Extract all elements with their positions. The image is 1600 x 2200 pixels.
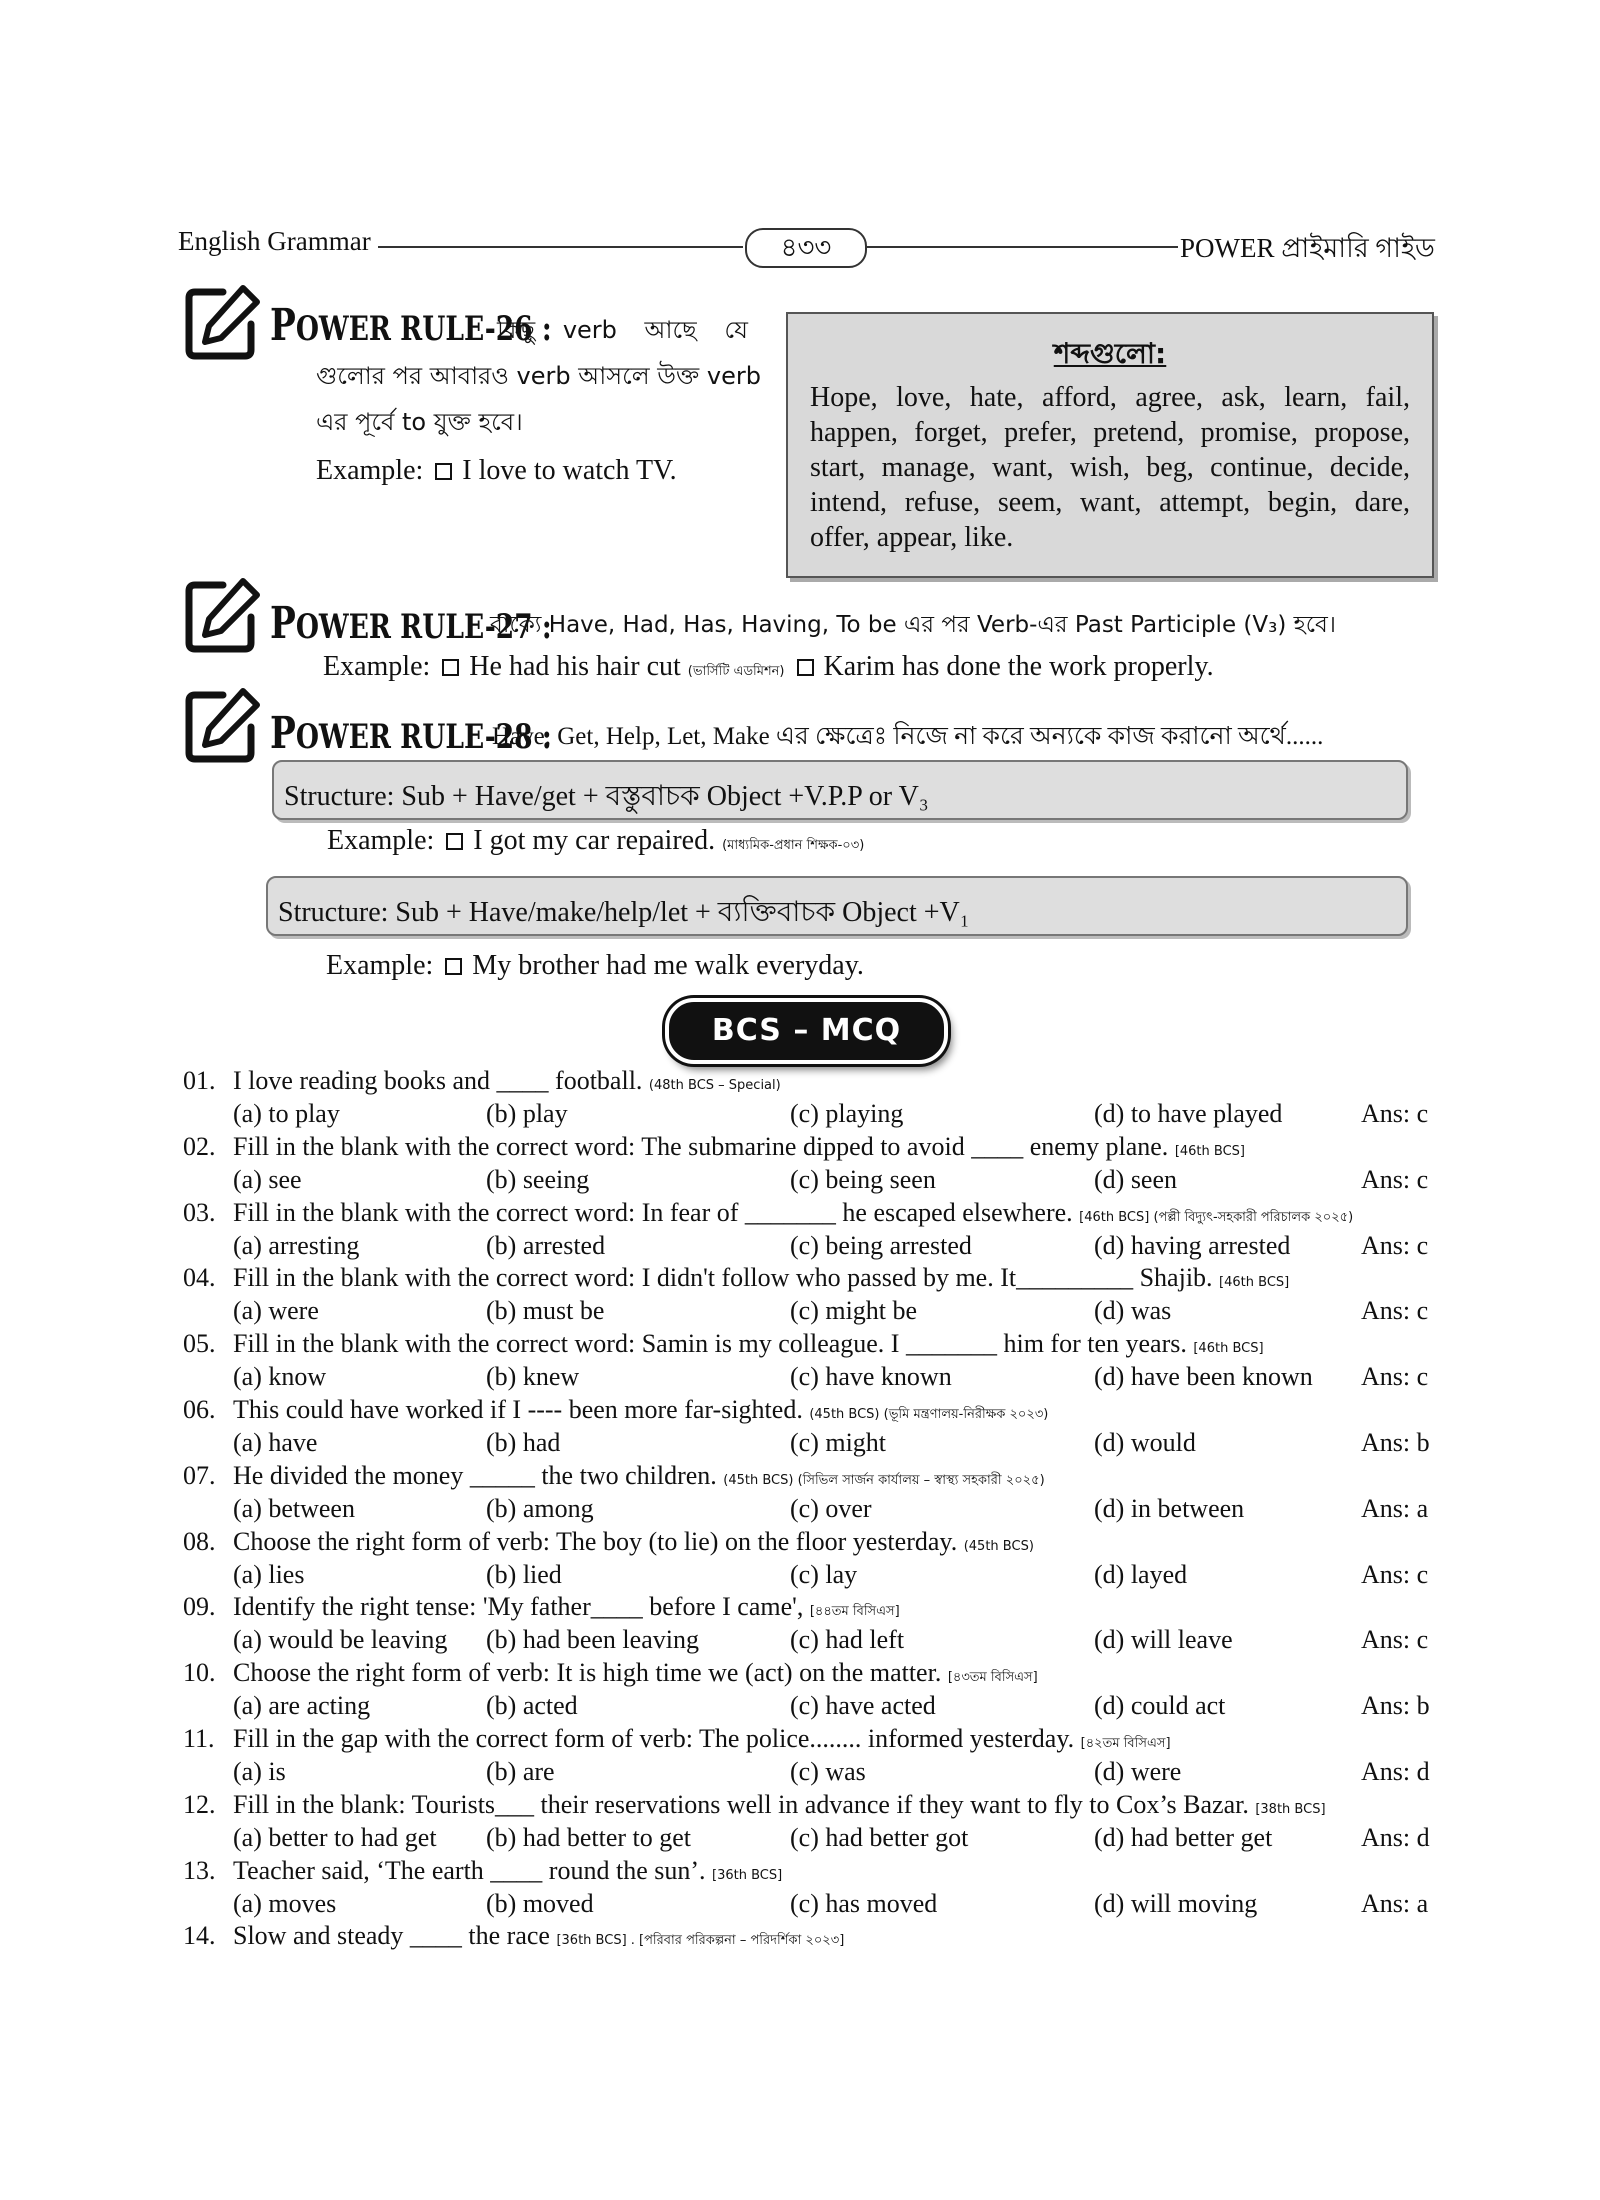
- question-source: (45th BCS): [963, 1539, 1034, 1554]
- question-text: Choose the right form of verb: The boy (to lie) on the floor yesterday.: [233, 1527, 958, 1556]
- option-b: (b) had better to get: [486, 1823, 692, 1852]
- answer-label: Ans: c: [1361, 1362, 1429, 1391]
- rule28-example1: Example: I got my car repaired. (মাধ্যমিক-প্রধান শিক্ষক-০৩): [327, 825, 865, 856]
- option-b: (b) moved: [486, 1889, 594, 1918]
- edit-icon: [183, 575, 263, 655]
- rule26-line3: এর পূর্বে to যুক্ত হবে।: [316, 408, 523, 436]
- answer-label: Ans: a: [1361, 1494, 1429, 1523]
- option-d: (d) was: [1094, 1296, 1172, 1325]
- question-3: [183, 1198, 1353, 1229]
- option-c: (c) playing: [790, 1099, 904, 1128]
- question-number: 05.: [183, 1329, 216, 1358]
- option-d: (d) to have played: [1094, 1099, 1283, 1128]
- question-source: [46th BCS]: [1219, 1275, 1290, 1290]
- header-right: POWER প্রাইমারি গাইড: [1180, 233, 1435, 263]
- question-source: (45th BCS) (সিভিল সার্জন কার্যালয় – স্বাস্থ্য সহকারী ২০২৫): [723, 1473, 1045, 1488]
- option-c: (c) might: [790, 1428, 887, 1457]
- question-13: [183, 1856, 782, 1886]
- answer-label: Ans: b: [1361, 1691, 1430, 1720]
- option-c: (c) lay: [790, 1560, 858, 1589]
- question-number: 06.: [183, 1395, 216, 1424]
- question-number: 14.: [183, 1921, 216, 1950]
- question-4: [183, 1263, 1289, 1293]
- option-b: (b) knew: [486, 1362, 580, 1391]
- option-d: (d) were: [1094, 1757, 1182, 1786]
- option-b: (b) seeing: [486, 1165, 590, 1194]
- question-number: 02.: [183, 1132, 216, 1161]
- question-source: [36th BCS] . [পরিবার পরিকল্পনা – পরিদর্শিকা ২০২৩]: [556, 1933, 845, 1948]
- option-d: (d) having arrested: [1094, 1231, 1291, 1260]
- option-a: (a) would be leaving: [233, 1625, 448, 1654]
- question-text: He divided the money _____ the two children.: [233, 1461, 717, 1490]
- question-8: [183, 1527, 1034, 1557]
- question-6: [183, 1395, 1048, 1426]
- option-d: (d) layed: [1094, 1560, 1188, 1589]
- option-a: (a) arresting: [233, 1231, 360, 1260]
- option-a: (a) moves: [233, 1889, 337, 1918]
- question-text: Identify the right tense: 'My father____ before I came',: [233, 1592, 804, 1621]
- answer-label: Ans: c: [1361, 1099, 1429, 1128]
- option-c: (c) has moved: [790, 1889, 938, 1918]
- rule27-text: বাক্যে Have, Had, Has, Having, To be এর পর Verb-এর Past Participle (V₃) হবে।: [490, 612, 1336, 638]
- question-source: [46th BCS]: [1174, 1144, 1245, 1159]
- option-c: (c) might be: [790, 1296, 918, 1325]
- option-a: (a) are acting: [233, 1691, 371, 1720]
- answer-label: Ans: d: [1361, 1757, 1430, 1786]
- option-b: (b) must be: [486, 1296, 605, 1325]
- question-text: Fill in the blank with the correct word: I didn't follow who passed by me. It_________ Shajib.: [233, 1263, 1213, 1292]
- option-d: (d) had better get: [1094, 1823, 1273, 1852]
- option-b: (b) acted: [486, 1691, 578, 1720]
- question-number: 10.: [183, 1658, 216, 1687]
- question-1: [183, 1066, 781, 1096]
- option-c: (c) have acted: [790, 1691, 936, 1720]
- option-a: (a) between: [233, 1494, 355, 1523]
- page-number: ৪৩৩: [745, 228, 867, 268]
- bullet-square-icon: [797, 659, 814, 676]
- header-left: English Grammar: [178, 226, 371, 256]
- bullet-square-icon: [435, 463, 452, 480]
- header-rule-left: [378, 246, 743, 248]
- question-text: I love reading books and ____ football.: [233, 1066, 643, 1095]
- option-c: (c) was: [790, 1757, 866, 1786]
- option-b: (b) arrested: [486, 1231, 606, 1260]
- question-10: [183, 1658, 1038, 1689]
- rule26-line2: গুলোর পর আবারও verb আসলে উক্ত verb: [316, 362, 761, 390]
- option-b: (b) had been leaving: [486, 1625, 699, 1654]
- bullet-square-icon: [446, 833, 463, 850]
- question-text: Fill in the gap with the correct form of verb: The police........ informed yesterday.: [233, 1724, 1075, 1753]
- answer-label: Ans: a: [1361, 1889, 1429, 1918]
- option-d: (d) could act: [1094, 1691, 1226, 1720]
- edit-icon: [183, 282, 263, 362]
- answer-label: Ans: c: [1361, 1625, 1429, 1654]
- question-source: [৪২তম বিসিএস]: [1080, 1736, 1171, 1751]
- option-d: (d) have been known: [1094, 1362, 1313, 1391]
- answer-label: Ans: c: [1361, 1231, 1429, 1260]
- question-number: 09.: [183, 1592, 216, 1621]
- question-source: [46th BCS] (পল্লী বিদ্যুৎ-সহকারী পরিচালক ২০২৫): [1079, 1210, 1354, 1225]
- edit-icon: [183, 685, 263, 765]
- option-a: (a) know: [233, 1362, 327, 1391]
- question-text: Teacher said, ‘The earth ____ round the sun’.: [233, 1856, 706, 1885]
- rule27-title: POWER RULE-27 :: [270, 598, 552, 649]
- question-number: 01.: [183, 1066, 216, 1095]
- option-b: (b) lied: [486, 1560, 562, 1589]
- word-list-title: শব্দগুলো:: [1053, 337, 1167, 370]
- rule26-title: POWER RULE-26 :: [270, 300, 552, 351]
- option-b: (b) among: [486, 1494, 594, 1523]
- answer-label: Ans: c: [1361, 1296, 1429, 1325]
- question-source: [৪৩তম বিসিএস]: [947, 1670, 1038, 1685]
- option-d: (d) will leave: [1094, 1625, 1233, 1654]
- option-c: (c) being arrested: [790, 1231, 972, 1260]
- option-a: (a) better to had get: [233, 1823, 437, 1852]
- option-d: (d) seen: [1094, 1165, 1178, 1194]
- question-source: (48th BCS – Special): [648, 1078, 781, 1093]
- option-b: (b) are: [486, 1757, 555, 1786]
- question-source: [৪৪তম বিসিএস]: [809, 1604, 900, 1619]
- option-c: (c) had better got: [790, 1823, 969, 1852]
- question-text: Fill in the blank: Tourists___ their reservations well in advance if they want to fly to Cox’s Bazar.: [233, 1790, 1249, 1819]
- option-c: (c) over: [790, 1494, 872, 1523]
- answer-label: Ans: d: [1361, 1823, 1430, 1852]
- question-text: This could have worked if I ---- been more far-sighted.: [233, 1395, 803, 1424]
- question-number: 13.: [183, 1856, 216, 1885]
- bullet-square-icon: [442, 659, 459, 676]
- question-text: Fill in the blank with the correct word: The submarine dipped to avoid ____ enemy plane.: [233, 1132, 1169, 1161]
- header-rule-right: [865, 246, 1178, 248]
- option-d: (d) will moving: [1094, 1889, 1258, 1918]
- question-text: Fill in the blank with the correct word: Samin is my colleague. I _______ him for ten years.: [233, 1329, 1187, 1358]
- bcs-mcq-badge: BCS – MCQ: [665, 998, 948, 1064]
- rule27-example: Example: He had his hair cut (ভার্সিটি এডমিশন) Karim has done the work properly.: [323, 651, 1214, 682]
- question-number: 03.: [183, 1198, 216, 1227]
- question-number: 04.: [183, 1263, 216, 1292]
- question-source: [36th BCS]: [712, 1868, 783, 1883]
- option-c: (c) have known: [790, 1362, 952, 1391]
- question-9: [183, 1592, 900, 1623]
- option-a: (a) to play: [233, 1099, 340, 1128]
- rule28-example2: Example: My brother had me walk everyday.: [326, 950, 864, 981]
- structure-box-2: Structure: Sub + Have/make/help/let + ব্যক্তিবাচক Object +V₁: [266, 876, 1408, 936]
- question-12: [183, 1790, 1326, 1820]
- structure-box-1: Structure: Sub + Have/get + বস্তুবাচক Object +V.P.P or V₃: [272, 760, 1408, 820]
- answer-label: Ans: c: [1361, 1165, 1429, 1194]
- question-14: [183, 1921, 844, 1952]
- option-b: (b) play: [486, 1099, 568, 1128]
- question-number: 08.: [183, 1527, 216, 1556]
- question-11: [183, 1724, 1171, 1755]
- option-c: (c) had left: [790, 1625, 905, 1654]
- question-text: Fill in the blank with the correct word: In fear of _______ he escaped elsewhere.: [233, 1198, 1073, 1227]
- option-a: (a) is: [233, 1757, 286, 1786]
- option-a: (a) lies: [233, 1560, 305, 1589]
- question-source: [46th BCS]: [1193, 1341, 1264, 1356]
- question-5: [183, 1329, 1264, 1359]
- bullet-square-icon: [445, 958, 462, 975]
- question-number: 11.: [183, 1724, 215, 1753]
- answer-label: Ans: b: [1361, 1428, 1430, 1457]
- question-number: 07.: [183, 1461, 216, 1490]
- option-a: (a) have: [233, 1428, 318, 1457]
- answer-label: Ans: c: [1361, 1560, 1429, 1589]
- question-source: [38th BCS]: [1255, 1802, 1326, 1817]
- question-7: [183, 1461, 1045, 1492]
- word-list-box: [786, 312, 1434, 578]
- question-2: [183, 1132, 1245, 1162]
- option-c: (c) being seen: [790, 1165, 936, 1194]
- rule26-example: Example: I love to watch TV.: [316, 455, 677, 486]
- option-d: (d) in between: [1094, 1494, 1245, 1523]
- option-b: (b) had: [486, 1428, 561, 1457]
- rule28-title: POWER RULE-28 :: [270, 708, 552, 759]
- option-a: (a) see: [233, 1165, 302, 1194]
- option-d: (d) would: [1094, 1428, 1196, 1457]
- rule28-text: Have, Get, Help, Let, Make এর ক্ষেত্রেঃ নিজে না করে অন্যকে কাজ করানো অর্থে......: [492, 723, 1324, 750]
- option-a: (a) were: [233, 1296, 319, 1325]
- question-text: Slow and steady ____ the race: [233, 1921, 550, 1950]
- question-number: 12.: [183, 1790, 216, 1819]
- word-list-text: Hope, love, hate, afford, agree, ask, learn, fail, happen, forget, prefer, pretend, promise, propose, start, manage, want, wish, beg, continue, decide, intend, refuse, seem, want, attempt, begin, dare, offer, appear, like.: [810, 382, 1410, 553]
- rule26-line1: কিছু verb আছে যে: [497, 316, 748, 344]
- question-source: (45th BCS) (ভূমি মন্ত্রণালয়-নিরীক্ষক ২০২৩): [809, 1407, 1049, 1422]
- question-text: Choose the right form of verb: It is high time we (act) on the matter.: [233, 1658, 942, 1687]
